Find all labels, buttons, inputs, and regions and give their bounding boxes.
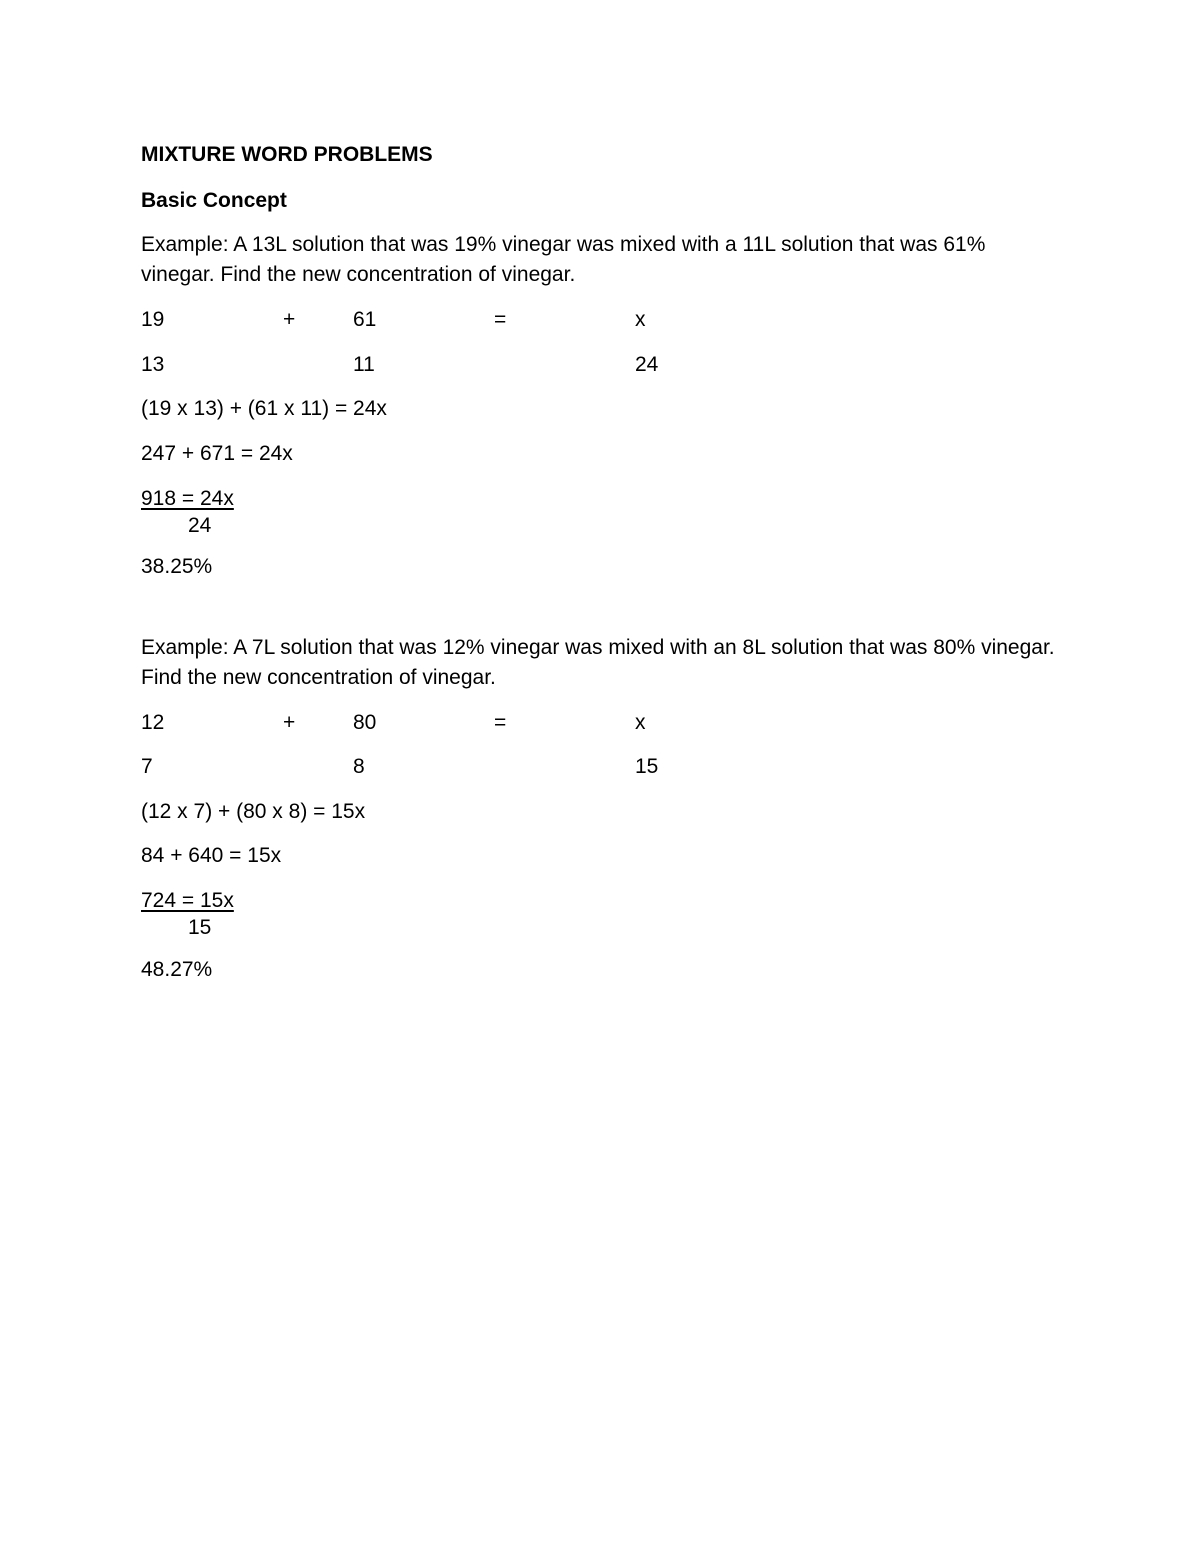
document-title: MIXTURE WORD PROBLEMS bbox=[141, 143, 433, 166]
example-1-answer: 38.25% bbox=[141, 555, 213, 578]
example-1-concentration-a: 19 bbox=[141, 308, 165, 331]
example-1-equals-sign: = bbox=[494, 308, 507, 331]
example-2-plus-sign: + bbox=[283, 711, 296, 734]
example-1-volume-row bbox=[0, 351, 1200, 379]
example-1-volume-b: 11 bbox=[353, 353, 375, 376]
example-1-step-1: (19 x 13) + (61 x 11) = 24x bbox=[141, 397, 387, 420]
example-2-concentration-row bbox=[0, 709, 1200, 737]
example-2-step-3-numerator: 724 = 15x bbox=[141, 889, 234, 912]
example-1-concentration-row bbox=[0, 306, 1200, 334]
section-heading: Basic Concept bbox=[141, 189, 287, 212]
example-2-volume-row bbox=[0, 753, 1200, 781]
example-1-step-3-denominator: 24 bbox=[188, 514, 212, 537]
example-2-unknown: x bbox=[635, 711, 646, 734]
example-2-step-2: 84 + 640 = 15x bbox=[141, 844, 282, 867]
example-2-volume-b: 8 bbox=[353, 755, 365, 778]
example-1-unknown: x bbox=[635, 308, 646, 331]
example-2-answer: 48.27% bbox=[141, 958, 213, 981]
example-2-equals-sign: = bbox=[494, 711, 507, 734]
example-1-plus-sign: + bbox=[283, 308, 296, 331]
example-2-step-1: (12 x 7) + (80 x 8) = 15x bbox=[141, 800, 366, 823]
example-2-step-3-denominator: 15 bbox=[188, 916, 212, 939]
example-2-concentration-b: 80 bbox=[353, 711, 377, 734]
example-1-step-3-numerator: 918 = 24x bbox=[141, 487, 234, 510]
example-2-concentration-a: 12 bbox=[141, 711, 165, 734]
example-1-problem: Example: A 13L solution that was 19% vinegar was mixed with a 11L solution that was 61% vinegar. Find the new concentration of vinegar. bbox=[141, 233, 986, 286]
example-2-problem: Example: A 7L solution that was 12% vinegar was mixed with an 8L solution that was 80% vinegar. Find the new concentration of vinegar. bbox=[141, 636, 1055, 689]
example-1-concentration-b: 61 bbox=[353, 308, 377, 331]
example-1-step-2: 247 + 671 = 24x bbox=[141, 442, 293, 465]
example-1-volume-total: 24 bbox=[635, 353, 659, 376]
example-2-volume-a: 7 bbox=[141, 755, 153, 778]
example-2-volume-total: 15 bbox=[635, 755, 659, 778]
example-1-volume-a: 13 bbox=[141, 353, 165, 376]
